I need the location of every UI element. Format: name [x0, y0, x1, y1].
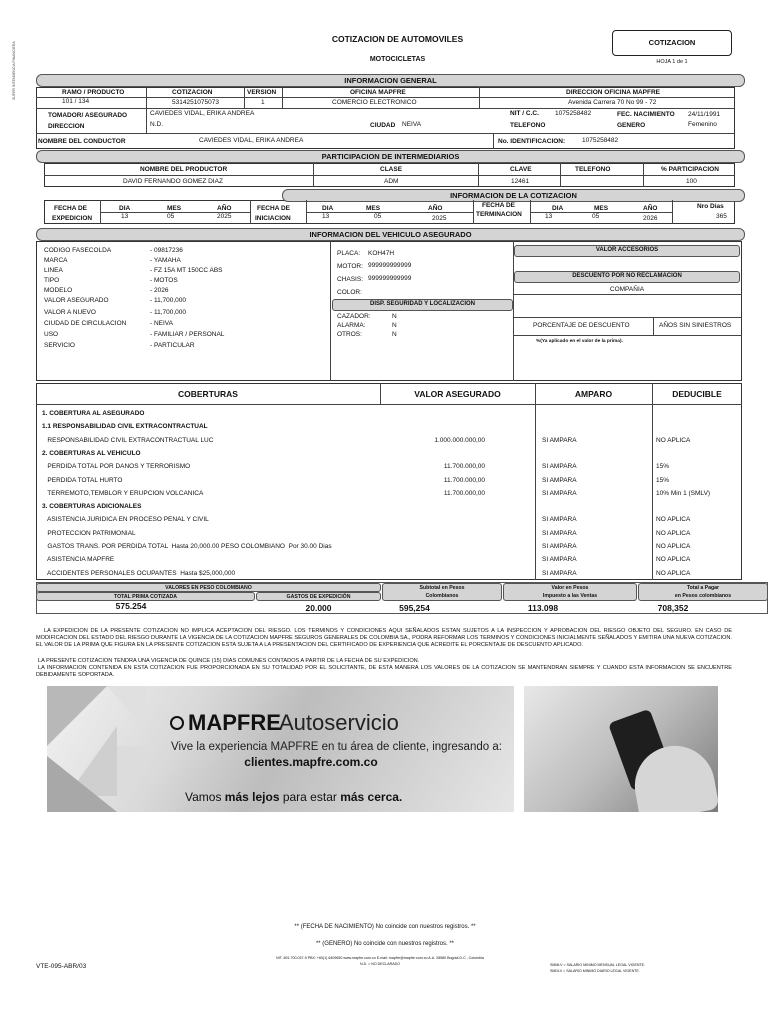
- motor-label: MOTOR:: [337, 263, 363, 270]
- legal-paragraph-2: LA PRESENTE COTIZACION TENDRA UNA VIGENCIA DE QUINCE (15) DIAS COMUNES CONTADOS A PARTIR DE LA FECHA DE SU EXPEDICION.: [38, 658, 420, 664]
- direccion-oficina-label: DIRECCION OFICINA MAPFRE: [566, 89, 661, 96]
- cobertura-name: 3. COBERTURAS ADICIONALES: [42, 503, 142, 510]
- valores-peso-bar: VALORES EN PESO COLOMBIANO: [36, 583, 381, 592]
- nro-dias-value: 365: [716, 213, 727, 220]
- cobertura-amparo: SI AMPARA: [542, 530, 577, 537]
- gastos-value: 20.000: [305, 603, 332, 613]
- participacion-value: 100: [686, 178, 697, 185]
- cobertura-amparo: SI AMPARA: [542, 570, 577, 577]
- total-label-box: [638, 583, 768, 601]
- chasis-label: CHASIS:: [337, 276, 364, 283]
- cobertura-name: TERREMOTO,TEMBLOR Y ERUPCION VOLCANICA: [42, 490, 204, 497]
- ter-anio-label: AÑO: [643, 205, 658, 212]
- ini-anio-label: AÑO: [428, 205, 443, 212]
- vehiculo-field-value: - MOTOS: [150, 277, 178, 284]
- conductor-value: CAVIEDES VIDAL, ERIKA ANDREA: [199, 137, 304, 144]
- cobertura-amparo: SI AMPARA: [542, 543, 577, 550]
- banner-url: clientes.mapfre.com.co: [244, 755, 378, 769]
- tomador-value: CAVIEDES VIDAL, ERIKA ANDREA: [150, 110, 255, 117]
- productor-value: DAVID FERNANDO GOMEZ DIAZ: [123, 178, 223, 185]
- cobertura-deducible: NO APLICA: [656, 556, 691, 563]
- cazador-value: N: [392, 313, 397, 320]
- telefono-label: TELEFONO: [510, 122, 546, 129]
- ini-dia-label: DIA: [322, 205, 334, 212]
- version-value: 1: [261, 99, 265, 106]
- iva-label-2: Impuesto a las Ventas: [542, 593, 598, 599]
- total-value: 708,352: [657, 603, 689, 613]
- exp-mes-value: 05: [167, 213, 175, 220]
- cobertura-amparo: SI AMPARA: [542, 490, 577, 497]
- document-type-box: [612, 30, 732, 56]
- descuento-bar: DESCUENTO POR NO RECLAMACION: [514, 271, 740, 283]
- vehiculo-field-label: SERVICIO: [44, 342, 75, 349]
- nota-descuento: %(Ya aplicado en el valor de la prima).: [536, 339, 623, 344]
- clave-value: 12461: [511, 178, 530, 185]
- cobertura-name: PERDIDA TOTAL POR DANOS Y TERRORISMO: [42, 463, 191, 470]
- cobertura-deducible: NO APLICA: [656, 543, 691, 550]
- vehiculo-field-value: - FAMILIAR / PERSONAL: [150, 331, 225, 338]
- iva-value: 113.098: [527, 603, 559, 613]
- coberturas-header: COBERTURAS: [178, 389, 238, 399]
- oficina-label: OFICINA MAPFRE: [350, 89, 406, 96]
- slogan-part-4: más cerca.: [340, 790, 403, 804]
- mapfre-logo-icon: [170, 716, 184, 730]
- banner-line-1: Vive la experiencia MAPFRE en tu área de cliente, ingresando a:: [171, 741, 502, 753]
- footer-note-2: ** (GENERO) No coincide con nuestros registros. **: [315, 941, 455, 947]
- cobertura-deducible: NO APLICA: [656, 530, 691, 537]
- iva-label-box: [503, 583, 637, 601]
- placa-label: PLACA:: [337, 250, 361, 257]
- ter-dia-value: 13: [545, 213, 553, 220]
- footer-smdlv: SMDLV = SALARIO MINIMO DIARIO LEGAL VIGENTE.: [550, 969, 640, 973]
- subtotal-value: 595,254: [399, 603, 430, 613]
- vehiculo-field-label: VALOR A NUEVO: [44, 309, 96, 316]
- valor-asegurado-header: VALOR ASEGURADO: [414, 389, 501, 399]
- vehiculo-field-label: MODELO: [44, 287, 73, 294]
- ramo-label: RAMO / PRODUCTO: [62, 89, 125, 96]
- fec-nacimiento-label: FEC. NACIMIENTO: [617, 111, 675, 118]
- cobertura-amparo: SI AMPARA: [542, 463, 577, 470]
- vehiculo-field-label: LINEA: [44, 267, 63, 274]
- cobertura-deducible: NO APLICA: [656, 437, 691, 444]
- cobertura-deducible: 15%: [656, 463, 670, 470]
- general-info-bar: INFORMACION GENERAL: [36, 74, 745, 87]
- cobertura-name: PERDIDA TOTAL HURTO: [42, 477, 123, 484]
- vehiculo-field-value: - PARTICULAR: [150, 342, 195, 349]
- cobertura-name: ASISTENCIA JURIDICA EN PROCESO PENAL Y CIVIL: [42, 516, 209, 523]
- nit-value: 1075258482: [555, 110, 592, 117]
- cobertura-amparo: SI AMPARA: [542, 516, 577, 523]
- legal-paragraph-1: LA EXPEDICION DE LA PRESENTE COTIZACION NO IMPLICA ACEPTACION DEL RIESGO. LOS TERMINOS Y CONDICIONES AQUI SEÑALADOS ESTAN SUJETOS A LA INSPECCION Y APROBACION DEL RIESGO OBJETO DEL SEGURO. EN CASO DE MODIFICACION DEL ESTADO DEL RIESGO DURANTE LA VIGENCIA DE LA COTIZACION MAPFRE SEGUROS GENERALES DE COLOMBIA SA., PODRA REFORMAR LOS TERMINOS Y CONDICIONES INICIALMENTE SEÑALADOS Y EMITIRA UNA NUEVA COTIZACION. EL VALOR DE LA PRIMA QUE FIGURA EN LA PRESENTE COTIZACION ESTA SUJETA A LA PRESENTACION DEL CERTIFICADO DE EXPERIENCIA QUE ACREDITE EL PORCENTAJE DE DESCUENTO APLICADO.: [36, 628, 732, 648]
- alarma-label: ALARMA:: [337, 322, 366, 329]
- phone-photo: [524, 686, 718, 812]
- ini-dia-value: 13: [322, 213, 330, 220]
- ramo-value: 101 / 134: [62, 98, 90, 105]
- document-subtitle: MOTOCICLETAS: [369, 56, 426, 63]
- cazador-label: CAZADOR:: [337, 313, 371, 320]
- placa-value: KOH47H: [368, 250, 395, 257]
- cobertura-amparo: SI AMPARA: [542, 477, 577, 484]
- cobertura-name: 1. COBERTURA AL ASEGURADO: [42, 410, 145, 417]
- valor-accesorios-bar: VALOR ACCESORIOS: [514, 245, 740, 257]
- version-label: VERSION: [247, 89, 277, 96]
- cobertura-amparo: SI AMPARA: [542, 437, 577, 444]
- nit-label: NIT / C.C.: [510, 110, 539, 117]
- color-label: COLOR:: [337, 289, 362, 296]
- banner-brand: MAPFRE: [188, 710, 281, 735]
- cobertura-name: 1.1 RESPONSABILIDAD CIVIL EXTRACONTRACTUAL: [42, 423, 208, 430]
- vehiculo-field-label: TIPO: [44, 277, 60, 284]
- productor-label: NOMBRE DEL PRODUCTOR: [140, 166, 228, 173]
- vehiculo-field-value: - 09817236: [150, 247, 183, 254]
- cotizacion-value: 5314251075073: [172, 99, 219, 106]
- footer-smmlv: SMMLV = SALARIO MINIMO MENSUAL LEGAL VIGENTE.: [550, 963, 646, 967]
- alarma-value: N: [392, 322, 397, 329]
- document-title: COTIZACION DE AUTOMOVILES: [331, 34, 464, 44]
- inicio-label-2: INICIACION: [255, 215, 291, 222]
- direccion-label: DIRECCION: [48, 123, 85, 130]
- tomador-label: TOMADOR/ ASEGURADO: [48, 112, 128, 119]
- amparo-header: AMPARO: [574, 389, 613, 399]
- compania-label: COMPAÑIA: [609, 286, 645, 293]
- cobertura-valor: 11.700.000,00: [443, 490, 485, 497]
- no-identificacion-label: No. IDENTIFICACION:: [498, 138, 566, 145]
- clave-label: CLAVE: [510, 166, 532, 173]
- genero-value: Femenino: [688, 121, 717, 128]
- legal-paragraph-3: LA INFORMACION CONTENIDA EN ESTA COTIZACION FUE PROPORCIONADA EN SU TOTALIDAD POR EL SOLICITANTE, DE ESTA MANERA LOS VALORES DE LA COTIZACION SE MANTENDRAN SIEMPRE Y CUANDO ESTA INFORMACION SE ENCUENTRE DEBIDAMENTE SOPORTADA.: [36, 665, 732, 678]
- fechas-bar: INFORMACION DE LA COTIZACION: [282, 189, 745, 202]
- gastos-label: GASTOS DE EXPEDICIÓN: [256, 592, 381, 601]
- otros-label: OTROS:: [337, 331, 362, 338]
- total-label-2: en Pesos colombianos: [674, 593, 732, 599]
- cobertura-valor: 11.700.000,00: [443, 477, 485, 484]
- ini-anio-value: 2025: [432, 215, 447, 222]
- anios-sin-siniestros-label: AÑOS SIN SINIESTROS: [659, 322, 732, 329]
- vehiculo-field-label: MARCA: [44, 257, 68, 264]
- direccion-value: N.D.: [150, 121, 163, 128]
- clase-label: CLASE: [380, 166, 403, 173]
- exp-dia-label: DIA: [119, 205, 131, 212]
- footer-contact: NIT. 891.700.037-9 PBX: +60(1) 6409650 www.mapfre.com.co E-mail: mapfre@mapfre.com.co A.A. 28580 Bogotá D.C., Colombia: [276, 956, 484, 960]
- vehiculo-field-label: CODIGO FASECOLDA: [44, 247, 112, 254]
- cotizacion-label: COTIZACION: [172, 89, 213, 96]
- subtotal-label-1: Subtotal en Pesos: [419, 585, 465, 591]
- motor-value: 999999999999: [368, 262, 412, 269]
- document-type-label: COTIZACION: [648, 38, 696, 47]
- cobertura-valor: 1.000.000.000,00: [434, 437, 485, 444]
- prima-label: TOTAL PRIMA COTIZADA: [36, 592, 255, 601]
- cobertura-valor: 11.700.000,00: [443, 463, 485, 470]
- cobertura-deducible: 10% Min 1 (SMLV): [656, 490, 711, 497]
- expedicion-label-1: FECHA DE: [54, 205, 87, 212]
- ciudad-label: CIUDAD: [370, 122, 396, 129]
- cobertura-deducible: NO APLICA: [656, 570, 691, 577]
- ciudad-value: NEIVA: [402, 121, 422, 128]
- prima-value: 575.254: [115, 601, 147, 611]
- cobertura-name: 2. COBERTURAS AL VEHICULO: [42, 450, 141, 457]
- porcentaje-descuento-label: PORCENTAJE DE DESCUENTO: [533, 322, 630, 329]
- ter-mes-label: MES: [594, 205, 609, 212]
- conductor-label: NOMBRE DEL CONDUCTOR: [38, 138, 126, 145]
- cobertura-name: ASISTENCIA MAPFRE: [42, 556, 115, 563]
- participacion-label: % PARTICIPACION: [661, 166, 719, 173]
- vehiculo-field-value: - 11,700,000: [150, 297, 187, 304]
- cobertura-deducible: NO APLICA: [656, 516, 691, 523]
- vehiculo-field-value: - 2026: [150, 287, 169, 294]
- form-code: VTE-095-ABR/03: [36, 963, 87, 970]
- cobertura-name: RESPONSABILIDAD CIVIL EXTRACONTRACTUAL LUC: [42, 437, 214, 444]
- cobertura-amparo: SI AMPARA: [542, 556, 577, 563]
- page-number: HOJA 1 de 1: [656, 59, 688, 65]
- exp-mes-label: MES: [167, 205, 182, 212]
- intermediario-telefono-label: TELEFONO: [575, 166, 611, 173]
- ter-anio-value: 2026: [643, 215, 658, 222]
- subtotal-label-box: [382, 583, 502, 601]
- total-label-1: Total a Pagar: [686, 585, 720, 591]
- cobertura-name: ACCIDENTES PERSONALES OCUPANTES Hasta $25,000,000: [42, 570, 236, 577]
- ini-mes-value: 05: [374, 213, 382, 220]
- direccion-oficina-value: Avenida Carrera 70 No 99 - 72: [568, 99, 657, 106]
- ter-dia-label: DIA: [552, 205, 564, 212]
- vehiculo-bar: INFORMACION DEL VEHICULO ASEGURADO: [36, 228, 745, 241]
- term-label-2: TERMINACION: [476, 211, 522, 218]
- intermediarios-bar: PARTICIPACION DE INTERMEDIARIOS: [36, 150, 745, 163]
- term-label-1: FECHA DE: [482, 202, 515, 209]
- ini-mes-label: MES: [366, 205, 381, 212]
- ter-mes-value: 05: [592, 213, 600, 220]
- footer-nd: N.D. = NO DECLARADO: [359, 962, 401, 966]
- otros-value: N: [392, 331, 397, 338]
- nro-dias-label: Nro Dias: [697, 203, 724, 210]
- no-identificacion-value: 1075258482: [582, 137, 619, 144]
- slogan-part-1: Vamos: [185, 790, 225, 804]
- exp-dia-value: 13: [121, 213, 129, 220]
- iva-label-1: Valor en Pesos: [551, 585, 589, 591]
- cobertura-name: GASTOS TRANS. POR PERDIDA TOTAL Hasta 20,000.00 PESO COLOMBIANO Por 30.00 Dias: [42, 543, 332, 550]
- banner-slogan: [185, 790, 402, 804]
- vehiculo-field-value: - 11,700,000: [150, 309, 187, 316]
- vehiculo-field-label: USO: [44, 331, 59, 338]
- subtotal-label-2: Colombianos: [425, 593, 459, 599]
- banner-brand-suffix: Autoservicio: [279, 710, 399, 735]
- genero-label: GENERO: [617, 122, 646, 129]
- exp-anio-value: 2025: [217, 213, 232, 220]
- vehiculo-field-label: CIUDAD DE CIRCULACION: [44, 320, 127, 327]
- slogan-part-3: para estar: [279, 790, 341, 804]
- oficina-value: COMERCIO ELECTRONICO: [332, 99, 417, 106]
- mapfre-banner: [47, 686, 514, 812]
- slogan-part-2: más lejos: [224, 790, 280, 804]
- footer-note-1: ** (FECHA DE NACIMIENTO) No coincide con nuestros registros. **: [294, 924, 476, 930]
- cobertura-name: PROTECCION PATRIMONIAL: [42, 530, 136, 537]
- chasis-value: 999999999999: [368, 275, 412, 282]
- vehiculo-field-label: VALOR ASEGURADO: [44, 297, 109, 304]
- deducible-header: DEDUCIBLE: [672, 389, 722, 399]
- clase-value: ADM: [384, 178, 399, 185]
- vehiculo-field-value: - FZ 15A MT 150CC ABS: [150, 267, 223, 274]
- side-note: SUPER INTENDENCIA FINANCIERA: [12, 41, 16, 100]
- cobertura-deducible: 15%: [656, 477, 670, 484]
- fec-nacimiento-value: 24/11/1991: [688, 111, 721, 118]
- exp-anio-label: AÑO: [217, 205, 232, 212]
- vehiculo-field-value: - YAMAHA: [150, 257, 181, 264]
- expedicion-label-2: EXPEDICION: [52, 215, 93, 222]
- disp-seguridad-bar: DISP. SEGURIDAD Y LOCALIZACION: [332, 299, 513, 311]
- inicio-label-1: FECHA DE: [257, 205, 290, 212]
- vehiculo-field-value: - NEIVA: [150, 320, 173, 327]
